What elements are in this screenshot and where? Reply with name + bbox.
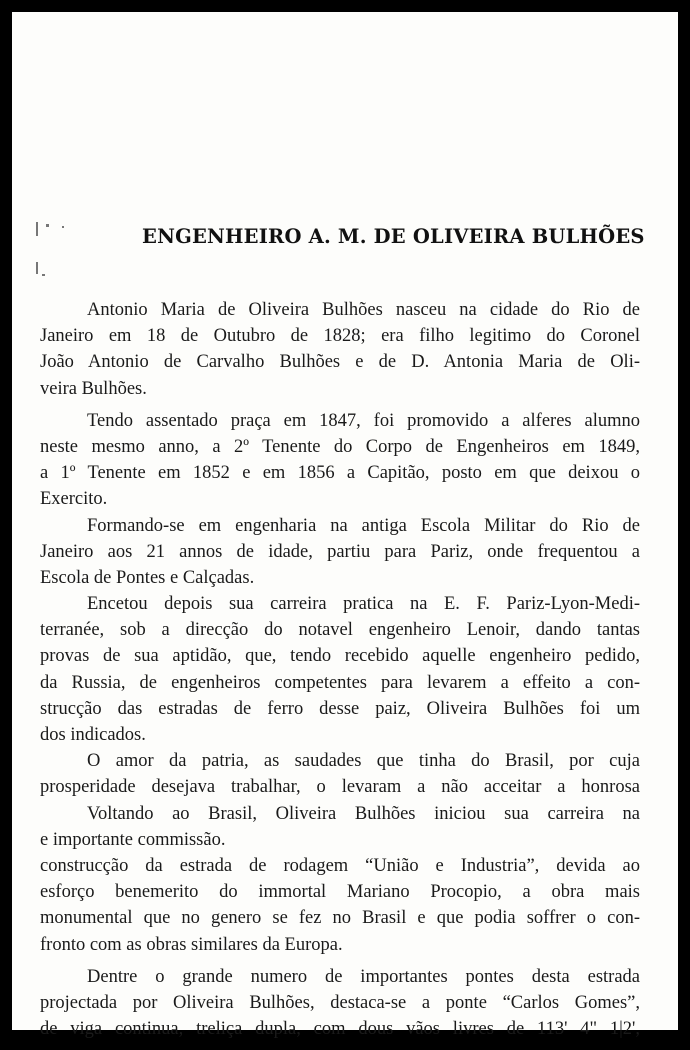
text-line: Formando-se em engenharia na antiga Escola Militar do Rio de: [87, 515, 640, 536]
text-line: Tendo assentado praça em 1847, foi promovido a alferes alumno: [87, 410, 640, 431]
text-line: provas de sua aptidão, que, tendo recebido aquelle engenheiro pedido,: [40, 646, 640, 667]
text-line: e importante commissão.: [40, 829, 226, 850]
scan-speck: [62, 226, 64, 228]
text-line: O amor da patria, as saudades que tinha do Brasil, por cuja: [87, 751, 640, 772]
text-line: Antonio Maria de Oliveira Bulhões nasceu na cidade do Rio de: [87, 300, 640, 320]
scan-speck: [36, 262, 38, 274]
text-line: projectada por Oliveira Bulhões, destaca-se a ponte “Carlos Gomes”,: [40, 992, 640, 1013]
text-line: Dentre o grande numero de importantes pontes desta estrada: [87, 966, 640, 987]
text-line: neste mesmo anno, a 2º Tenente do Corpo de Engenheiros em 1849,: [40, 436, 640, 457]
document-title: ENGENHEIRO A. M. DE OLIVEIRA BULHÕES: [142, 225, 645, 248]
text-line: a 1º Tenente em 1852 e em 1856 a Capitão, posto em que deixou o: [40, 463, 640, 484]
scan-speck: [46, 224, 49, 227]
text-line: de viga continua, treliça dupla, com dous vãos livres de 113' 4" 1|2',: [40, 1019, 640, 1040]
text-line: fronto com as obras similares da Europa.: [40, 934, 343, 955]
scan-speck: [36, 222, 38, 236]
text-line: Encetou depois sua carreira pratica na E. F. Pariz-Lyon-Medi-: [87, 594, 640, 615]
scan-speck: [42, 274, 45, 276]
text-line: Janeiro aos 21 annos de idade, partiu para Pariz, onde frequentou a: [40, 541, 640, 562]
text-line: João Antonio de Carvalho Bulhões e de D. Antonia Maria de Oli-: [40, 352, 640, 373]
text-line: prosperidade desejava trabalhar, o levaram a não acceitar a honrosa: [40, 777, 640, 798]
text-line: dos indicados.: [40, 725, 146, 745]
document-body: [40, 297, 640, 1042]
text-line: monumental que no genero se fez no Brasil e que podia soffrer o con-: [40, 908, 640, 929]
text-line: esforço benemerito do immortal Mariano Procopio, a obra mais: [40, 882, 640, 903]
text-line: strucção das estradas de ferro desse paiz, Oliveira Bulhões foi um: [40, 698, 640, 719]
text-line: Exercito.: [40, 489, 108, 510]
text-line: construcção da estrada de rodagem “União e Industria”, devida ao: [40, 855, 640, 876]
text-line: Janeiro em 18 de Outubro de 1828; era filho legitimo do Coronel: [40, 326, 640, 347]
text-line: Voltando ao Brasil, Oliveira Bulhões iniciou sua carreira na: [87, 803, 640, 824]
text-line: veira Bulhões.: [40, 378, 147, 399]
text-line: da Russia, de engenheiros competentes para levarem a effeito a con-: [40, 672, 640, 693]
text-line: Escola de Pontes e Calçadas.: [40, 567, 255, 588]
text-line: terranée, sob a direcção do notavel engenheiro Lenoir, dando tantas: [40, 620, 640, 641]
